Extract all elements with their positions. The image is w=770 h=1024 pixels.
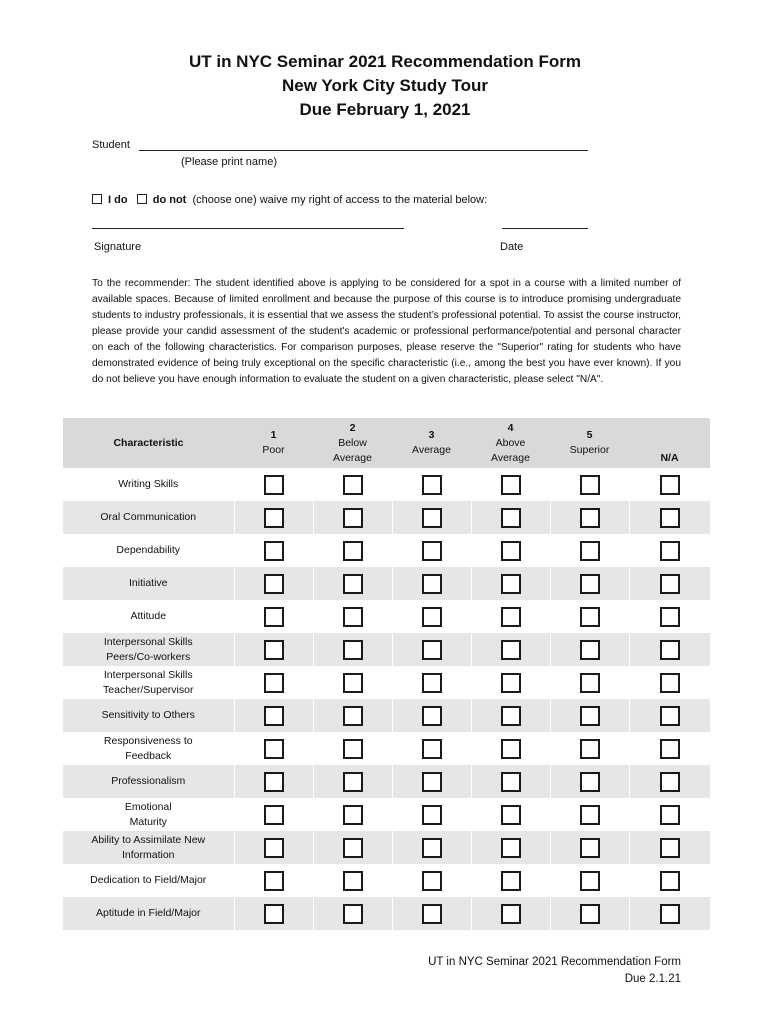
characteristic-cell (63, 699, 234, 732)
rating-checkbox-5[interactable] (580, 805, 600, 825)
rating-checkbox-2[interactable] (343, 673, 363, 693)
rating-checkbox-na[interactable] (660, 706, 680, 726)
rating-header-1 (234, 418, 313, 468)
characteristic-label: Dedication to Field/Major (90, 874, 207, 886)
rating-checkbox-1[interactable] (264, 838, 284, 858)
rating-cell (234, 633, 313, 666)
rating-checkbox-na[interactable] (660, 838, 680, 858)
footer-due-date: Due 2.1.21 (624, 973, 681, 985)
characteristic-cell (63, 501, 234, 534)
rating-cell (392, 600, 471, 633)
rating-label: Poor (262, 444, 285, 456)
do-not-label: do not (152, 194, 187, 206)
rating-checkbox-3[interactable] (422, 739, 442, 759)
table-row (63, 468, 710, 501)
rating-cell (313, 468, 392, 501)
rating-checkbox-4[interactable] (501, 772, 521, 792)
rating-cell (629, 798, 710, 831)
rating-checkbox-3[interactable] (422, 706, 442, 726)
rating-checkbox-na[interactable] (660, 607, 680, 627)
characteristic-label: Ability to Assimilate New (91, 833, 206, 846)
rating-checkbox-3[interactable] (422, 541, 442, 561)
rating-checkbox-4[interactable] (501, 508, 521, 528)
rating-checkbox-2[interactable] (343, 475, 363, 495)
rating-cell (629, 501, 710, 534)
rating-cell (550, 633, 629, 666)
rating-cell (313, 633, 392, 666)
rating-cell (234, 765, 313, 798)
student-name-field[interactable] (139, 150, 588, 151)
rating-cell (234, 534, 313, 567)
rating-checkbox-1[interactable] (264, 706, 284, 726)
date-label: Date (500, 241, 524, 253)
characteristic-label: Sensitivity to Others (101, 709, 195, 721)
characteristic-cell (63, 600, 234, 633)
rating-cell (392, 732, 471, 765)
rating-checkbox-2[interactable] (343, 871, 363, 891)
rating-table (63, 418, 711, 930)
rating-cell (629, 600, 710, 633)
rating-checkbox-na[interactable] (660, 541, 680, 561)
rating-checkbox-1[interactable] (264, 541, 284, 561)
rating-checkbox-2[interactable] (343, 805, 363, 825)
rating-header-3 (392, 418, 471, 468)
na-header: N/A (629, 418, 710, 468)
recommender-instructions: To the recommender: The student identified above is applying to be considered for a spot in a course with a limited number of available spaces. Because of limited enrollment and because the purpose of this course is to introduce promising undergraduate students to industry professionals, it is essential that we assess the student’s professional potential. To assist the course instructor, please provide your candid assessment of the student's academic or professional performance/potential and personal character on each of the following characteristics. For comparison purposes, please reserve the "Superior" rating for students who have demonstrated evidence of being truly exceptional on the specific characteristic (i.e., among the best you have ever known). If you do not believe you have enough information to evaluate the student on a given characteristic, please select "N/A". (92, 278, 681, 385)
signature-field[interactable] (92, 228, 404, 229)
characteristic-header: Characteristic (63, 418, 234, 468)
rating-cell (392, 699, 471, 732)
rating-cell (471, 699, 550, 732)
characteristic-label: Oral Communication (100, 511, 197, 523)
rating-cell (313, 765, 392, 798)
rating-cell (550, 501, 629, 534)
rating-cell (234, 468, 313, 501)
rating-cell (234, 798, 313, 831)
due-date-line: Due February 1, 2021 (299, 100, 471, 119)
student-hint: (Please print name) (181, 156, 277, 168)
characteristic-label: Professionalism (111, 775, 186, 787)
rating-checkbox-5[interactable] (580, 706, 600, 726)
rating-cell (313, 831, 392, 864)
characteristic-cell (63, 633, 234, 666)
rating-checkbox-5[interactable] (580, 673, 600, 693)
rating-checkbox-3[interactable] (422, 871, 442, 891)
rating-checkbox-2[interactable] (343, 772, 363, 792)
rating-checkbox-3[interactable] (422, 508, 442, 528)
characteristic-label: Responsiveness to (103, 734, 193, 747)
rating-checkbox-na[interactable] (660, 508, 680, 528)
rating-checkbox-4[interactable] (501, 805, 521, 825)
rating-checkbox-na[interactable] (660, 772, 680, 792)
rating-checkbox-4[interactable] (501, 541, 521, 561)
rating-checkbox-5[interactable] (580, 871, 600, 891)
table-row (63, 831, 710, 864)
rating-checkbox-5[interactable] (580, 739, 600, 759)
rating-number: 2 (349, 421, 356, 434)
rating-cell (550, 864, 629, 897)
rating-checkbox-1[interactable] (264, 805, 284, 825)
table-row (63, 633, 710, 666)
table-row (63, 765, 710, 798)
rating-checkbox-2[interactable] (343, 904, 363, 924)
rating-checkbox-5[interactable] (580, 475, 600, 495)
characteristic-cell (63, 864, 234, 897)
rating-checkbox-4[interactable] (501, 607, 521, 627)
table-row (63, 699, 710, 732)
table-row (63, 501, 710, 534)
table-row (63, 864, 710, 897)
characteristic-label: Maturity (129, 815, 167, 828)
rating-header-row (63, 418, 710, 468)
rating-cell (471, 831, 550, 864)
rating-cell (471, 633, 550, 666)
title-line: UT in NYC Seminar 2021 Recommendation Form (188, 52, 582, 71)
rating-cell (550, 897, 629, 930)
rating-checkbox-2[interactable] (343, 640, 363, 660)
rating-checkbox-5[interactable] (580, 607, 600, 627)
rating-checkbox-2[interactable] (343, 739, 363, 759)
rating-cell (629, 567, 710, 600)
table-row (63, 600, 710, 633)
rating-cell (234, 831, 313, 864)
i-do-label: I do (108, 194, 128, 206)
rating-checkbox-2[interactable] (343, 706, 363, 726)
footer-title: UT in NYC Seminar 2021 Recommendation Form (428, 956, 681, 968)
rating-header-4 (471, 418, 550, 468)
rating-checkbox-na[interactable] (660, 574, 680, 594)
rating-cell (392, 831, 471, 864)
rating-cell (392, 666, 471, 699)
form-title (0, 50, 770, 122)
rating-cell (471, 501, 550, 534)
rating-cell (629, 831, 710, 864)
rating-header-2 (313, 418, 392, 468)
rating-cell (234, 732, 313, 765)
rating-checkbox-1[interactable] (264, 871, 284, 891)
i-do-checkbox[interactable] (92, 194, 102, 204)
characteristic-label: Writing Skills (118, 478, 179, 490)
rating-checkbox-3[interactable] (422, 772, 442, 792)
rating-checkbox-1[interactable] (264, 508, 284, 528)
rating-checkbox-4[interactable] (501, 706, 521, 726)
rating-label: Average (412, 444, 451, 456)
waiver-row (92, 194, 487, 206)
table-row (63, 567, 710, 600)
characteristic-cell (63, 732, 234, 765)
rating-checkbox-na[interactable] (660, 871, 680, 891)
rating-checkbox-3[interactable] (422, 805, 442, 825)
rating-cell (392, 567, 471, 600)
student-label: Student (92, 139, 130, 151)
rating-cell (392, 468, 471, 501)
do-not-checkbox[interactable] (137, 194, 147, 204)
rating-cell (392, 897, 471, 930)
rating-checkbox-2[interactable] (343, 574, 363, 594)
student-row (92, 139, 588, 151)
rating-cell (629, 699, 710, 732)
rating-cell (471, 534, 550, 567)
rating-cell (313, 864, 392, 897)
rating-checkbox-5[interactable] (580, 574, 600, 594)
rating-cell (234, 501, 313, 534)
characteristic-label: Initiative (128, 577, 168, 589)
rating-cell (471, 765, 550, 798)
characteristic-label: Information (121, 848, 175, 861)
rating-cell (629, 534, 710, 567)
rating-cell (313, 501, 392, 534)
characteristic-label: Interpersonal Skills (103, 635, 193, 648)
rating-cell (471, 666, 550, 699)
rating-cell (234, 666, 313, 699)
rating-checkbox-5[interactable] (580, 838, 600, 858)
rating-checkbox-3[interactable] (422, 475, 442, 495)
rating-cell (392, 864, 471, 897)
rating-number: 5 (586, 429, 593, 441)
rating-cell (471, 897, 550, 930)
rating-checkbox-4[interactable] (501, 475, 521, 495)
rating-cell (471, 798, 550, 831)
characteristic-cell (63, 897, 234, 930)
rating-label: Above (495, 436, 526, 449)
rating-number: 3 (428, 429, 435, 441)
rating-cell (234, 897, 313, 930)
rating-cell (550, 468, 629, 501)
rating-checkbox-3[interactable] (422, 673, 442, 693)
rating-checkbox-4[interactable] (501, 640, 521, 660)
rating-cell (550, 567, 629, 600)
rating-checkbox-5[interactable] (580, 640, 600, 660)
rating-checkbox-4[interactable] (501, 673, 521, 693)
rating-cell (550, 600, 629, 633)
table-row (63, 666, 710, 699)
rating-cell (550, 831, 629, 864)
rating-cell (550, 699, 629, 732)
page-footer (428, 954, 681, 988)
rating-label: Below (338, 436, 367, 449)
rating-checkbox-3[interactable] (422, 607, 442, 627)
rating-checkbox-4[interactable] (501, 574, 521, 594)
rating-checkbox-1[interactable] (264, 739, 284, 759)
rating-checkbox-1[interactable] (264, 673, 284, 693)
characteristic-label: Dependability (116, 544, 181, 556)
rating-cell (471, 567, 550, 600)
rating-cell (392, 501, 471, 534)
characteristic-cell (63, 831, 234, 864)
rating-cell (550, 732, 629, 765)
rating-label: Average (333, 451, 372, 464)
rating-cell (392, 534, 471, 567)
rating-label: Superior (569, 444, 610, 456)
rating-cell (550, 765, 629, 798)
characteristic-label: Emotional (124, 800, 172, 813)
date-field[interactable] (502, 228, 588, 229)
characteristic-cell (63, 666, 234, 699)
rating-cell (629, 864, 710, 897)
characteristic-label: Peers/Co-workers (106, 650, 191, 663)
rating-cell (550, 534, 629, 567)
table-row (63, 897, 710, 930)
rating-cell (313, 732, 392, 765)
rating-checkbox-2[interactable] (343, 508, 363, 528)
rating-cell (313, 600, 392, 633)
rating-checkbox-1[interactable] (264, 607, 284, 627)
rating-number: 4 (507, 421, 514, 434)
rating-checkbox-1[interactable] (264, 772, 284, 792)
table-row (63, 534, 710, 567)
rating-checkbox-5[interactable] (580, 904, 600, 924)
rating-cell (550, 798, 629, 831)
characteristic-label: Attitude (130, 610, 167, 622)
rating-checkbox-4[interactable] (501, 904, 521, 924)
rating-cell (234, 864, 313, 897)
characteristic-label: Teacher/Supervisor (103, 683, 194, 696)
rating-checkbox-3[interactable] (422, 838, 442, 858)
rating-checkbox-3[interactable] (422, 904, 442, 924)
rating-checkbox-4[interactable] (501, 838, 521, 858)
rating-cell (313, 534, 392, 567)
table-row (63, 798, 710, 831)
rating-cell (629, 633, 710, 666)
rating-cell (550, 666, 629, 699)
rating-cell (313, 897, 392, 930)
characteristic-cell (63, 765, 234, 798)
rating-cell (629, 732, 710, 765)
signature-label: Signature (94, 241, 142, 253)
rating-checkbox-5[interactable] (580, 772, 600, 792)
table-row (63, 732, 710, 765)
characteristic-label: Aptitude in Field/Major (96, 907, 201, 919)
rating-cell (392, 765, 471, 798)
rating-checkbox-na[interactable] (660, 904, 680, 924)
rating-checkbox-3[interactable] (422, 640, 442, 660)
rating-cell (313, 699, 392, 732)
rating-number: 1 (270, 429, 277, 441)
characteristic-label: Feedback (125, 749, 172, 762)
rating-checkbox-3[interactable] (422, 574, 442, 594)
rating-cell (392, 633, 471, 666)
characteristic-cell (63, 567, 234, 600)
rating-checkbox-1[interactable] (264, 640, 284, 660)
rating-checkbox-na[interactable] (660, 640, 680, 660)
rating-header-5 (550, 418, 629, 468)
rating-checkbox-na[interactable] (660, 739, 680, 759)
characteristic-cell (63, 798, 234, 831)
rating-checkbox-1[interactable] (264, 574, 284, 594)
rating-cell (629, 765, 710, 798)
rating-cell (629, 468, 710, 501)
rating-cell (313, 567, 392, 600)
rating-cell (313, 666, 392, 699)
rating-checkbox-1[interactable] (264, 475, 284, 495)
rating-checkbox-na[interactable] (660, 805, 680, 825)
rating-cell (313, 798, 392, 831)
rating-cell (471, 864, 550, 897)
rating-checkbox-2[interactable] (343, 607, 363, 627)
characteristic-cell (63, 534, 234, 567)
rating-checkbox-5[interactable] (580, 508, 600, 528)
rating-checkbox-1[interactable] (264, 904, 284, 924)
rating-checkbox-4[interactable] (501, 871, 521, 891)
characteristic-label: Interpersonal Skills (103, 668, 193, 681)
rating-cell (234, 699, 313, 732)
rating-cell (392, 798, 471, 831)
rating-checkbox-na[interactable] (660, 673, 680, 693)
rating-cell (629, 897, 710, 930)
rating-checkbox-2[interactable] (343, 838, 363, 858)
rating-cell (234, 567, 313, 600)
characteristic-cell (63, 468, 234, 501)
rating-checkbox-5[interactable] (580, 541, 600, 561)
rating-cell (471, 600, 550, 633)
subtitle-line: New York City Study Tour (282, 76, 488, 95)
rating-checkbox-4[interactable] (501, 739, 521, 759)
waiver-text: (choose one) waive my right of access to the material below: (192, 194, 488, 206)
rating-cell (471, 468, 550, 501)
rating-label: Average (491, 451, 530, 464)
rating-cell (471, 732, 550, 765)
rating-checkbox-na[interactable] (660, 475, 680, 495)
rating-cell (629, 666, 710, 699)
rating-cell (234, 600, 313, 633)
rating-checkbox-2[interactable] (343, 541, 363, 561)
